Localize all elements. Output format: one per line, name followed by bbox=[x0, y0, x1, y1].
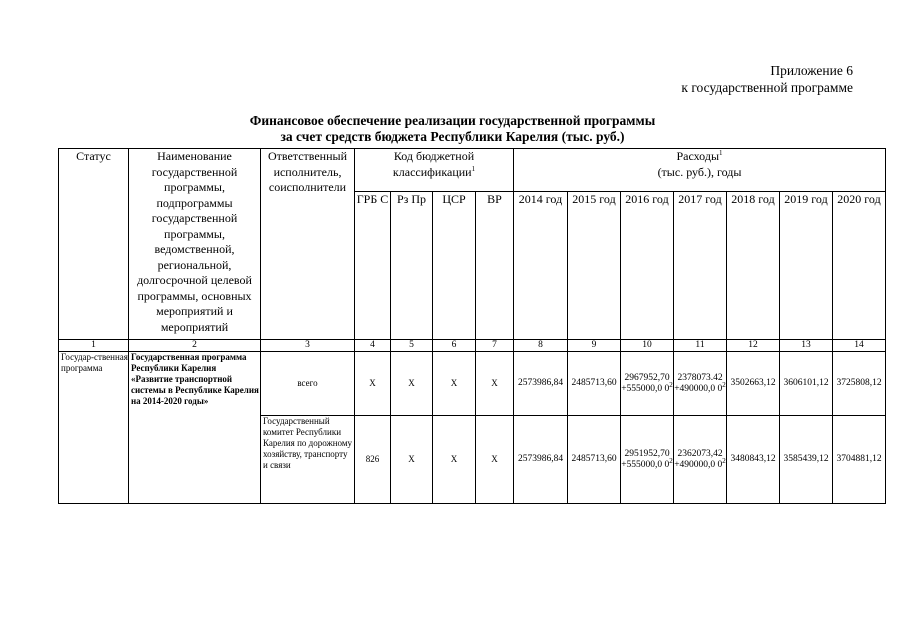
appendix-line-1: Приложение 6 bbox=[770, 63, 853, 78]
column-number: 2 bbox=[129, 340, 261, 352]
cell-2014: 2573986,84 bbox=[514, 352, 568, 416]
cell-vr: Х bbox=[476, 352, 514, 416]
cell-2017 bbox=[674, 416, 727, 504]
column-number: 8 bbox=[514, 340, 568, 352]
header-vr: ВР bbox=[476, 192, 514, 340]
cell-2016-value: 2951952,70 +555000,0 0 bbox=[621, 448, 670, 470]
column-number: 4 bbox=[355, 340, 391, 352]
column-number: 12 bbox=[727, 340, 780, 352]
cell-2018: 3502663,12 bbox=[727, 352, 780, 416]
header-name: Наименование государственной программы, подпрограммы государственной программы, ведомственной, региональной, долгосрочной целевой программы, основных мероприятий и мероприятий bbox=[129, 149, 261, 340]
footnote-marker: 1 bbox=[719, 149, 723, 157]
cell-2014: 2573986,84 bbox=[514, 416, 568, 504]
header-year-2014: 2014 год bbox=[514, 192, 568, 340]
cell-vr: Х bbox=[476, 416, 514, 504]
footnote-marker: 2 bbox=[722, 456, 726, 465]
cell-2017-value: 2362073,42 +490000,0 0 bbox=[674, 448, 723, 470]
footnote-marker: 2 bbox=[722, 380, 726, 389]
cell-rzpr: Х bbox=[391, 352, 433, 416]
header-status: Статус bbox=[59, 149, 129, 340]
footnote-marker: 1 bbox=[471, 164, 476, 173]
title-line-2: за счет средств бюджета Республики Карелия (тыс. руб.) bbox=[280, 129, 625, 144]
cell-2019: 3606101,12 bbox=[780, 352, 833, 416]
column-number: 14 bbox=[833, 340, 886, 352]
cell-2015: 2485713,60 bbox=[568, 416, 621, 504]
cell-2016 bbox=[621, 352, 674, 416]
column-number: 10 bbox=[621, 340, 674, 352]
column-number: 11 bbox=[674, 340, 727, 352]
cell-2015: 2485713,60 bbox=[568, 352, 621, 416]
header-year-2016: 2016 год bbox=[621, 192, 674, 340]
column-number: 3 bbox=[261, 340, 355, 352]
cell-2017 bbox=[674, 352, 727, 416]
row-responsible: всего bbox=[261, 352, 355, 416]
cell-2020: 3704881,12 bbox=[833, 416, 886, 504]
appendix-caption bbox=[681, 62, 853, 96]
cell-2018: 3480843,12 bbox=[727, 416, 780, 504]
column-number: 13 bbox=[780, 340, 833, 352]
header-year-2020: 2020 год bbox=[833, 192, 886, 340]
column-number: 1 bbox=[59, 340, 129, 352]
header-year-2019: 2019 год bbox=[780, 192, 833, 340]
cell-grbs: Х bbox=[355, 352, 391, 416]
title-line-1: Финансовое обеспечение реализации государственной программы bbox=[249, 113, 656, 128]
footnote-marker: 2 bbox=[669, 380, 673, 389]
cell-2020: 3725808,12 bbox=[833, 352, 886, 416]
column-number: 9 bbox=[568, 340, 621, 352]
row-program-name: Государственная программа Республики Карелия «Развитие транспортной системы в Республике Карелия на 2014-2020 годы» bbox=[129, 352, 261, 504]
header-grbs: ГРБ С bbox=[355, 192, 391, 340]
cell-2016-value: 2967952,70 +555000,0 0 bbox=[621, 372, 670, 394]
document-title bbox=[150, 113, 755, 145]
header-responsible: Ответственный исполнитель, соисполнители bbox=[261, 149, 355, 340]
header-year-2018: 2018 год bbox=[727, 192, 780, 340]
header-rzpr: Рз Пр bbox=[391, 192, 433, 340]
header-budget-code-label: Код бюджетной классификации bbox=[392, 149, 475, 179]
header-expenses-label: Расходы bbox=[676, 149, 720, 163]
cell-2016 bbox=[621, 416, 674, 504]
cell-rzpr: Х bbox=[391, 416, 433, 504]
column-number: 5 bbox=[391, 340, 433, 352]
financing-table bbox=[58, 148, 886, 504]
header-year-2017: 2017 год bbox=[674, 192, 727, 340]
row-status: Государ-ственная программа bbox=[59, 352, 129, 504]
cell-2019: 3585439,12 bbox=[780, 416, 833, 504]
cell-csr: Х bbox=[433, 352, 476, 416]
cell-grbs: 826 bbox=[355, 416, 391, 504]
table-row bbox=[59, 352, 886, 416]
cell-csr: Х bbox=[433, 416, 476, 504]
appendix-line-2: к государственной программе bbox=[681, 80, 853, 95]
column-number-row bbox=[59, 340, 886, 352]
footnote-marker: 2 bbox=[669, 456, 673, 465]
header-year-2015: 2015 год bbox=[568, 192, 621, 340]
header-expenses-unit: (тыс. руб.), годы bbox=[657, 164, 742, 179]
row-responsible: Государственный комитет Республики Карелия по дорожному хозяйству, транспорту и связи bbox=[261, 416, 355, 504]
column-number: 6 bbox=[433, 340, 476, 352]
cell-2017-value: 2378073.42 +490000,0 0 bbox=[674, 372, 723, 394]
header-csr: ЦСР bbox=[433, 192, 476, 340]
header-budget-code bbox=[355, 149, 514, 192]
header-expenses bbox=[514, 149, 886, 192]
column-number: 7 bbox=[476, 340, 514, 352]
